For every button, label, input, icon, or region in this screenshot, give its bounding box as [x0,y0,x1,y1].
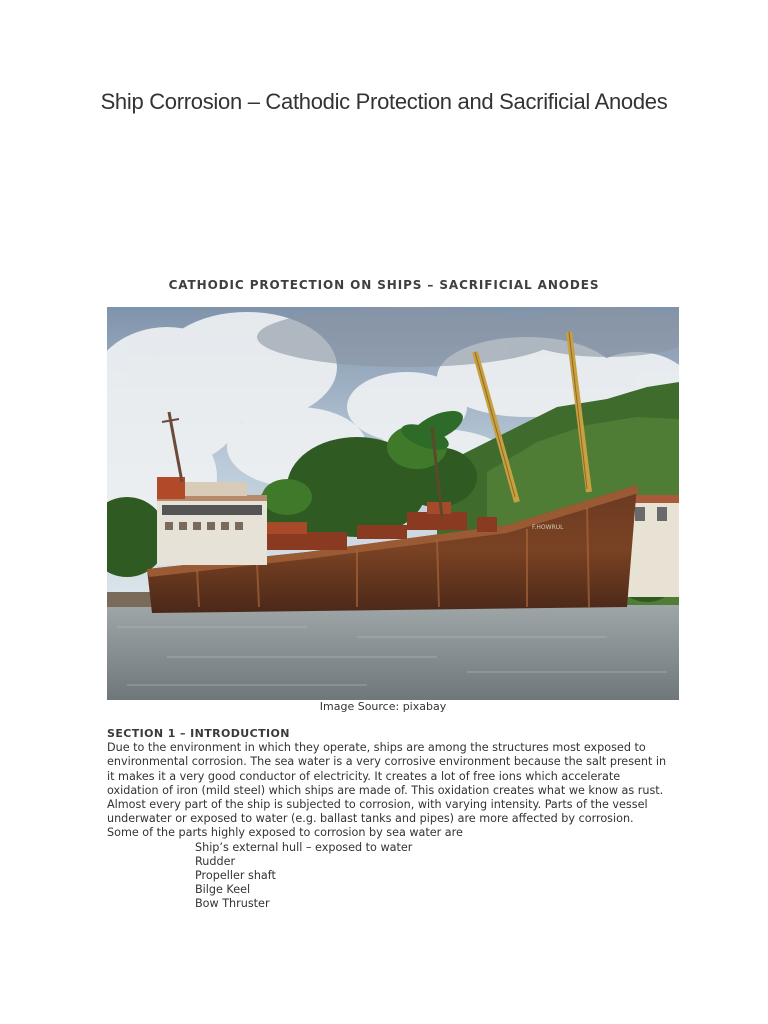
image-caption: Image Source: pixabay [319,700,447,713]
list-item: Bow Thruster [195,897,270,911]
list-item: Rudder [195,854,236,868]
ship-name: F.HOWRUL [532,524,564,531]
list-item: Propeller shaft [195,869,276,883]
list-item: Ship’s external hull – exposed to water [195,840,413,854]
intro-paragraph-2: Almost every part of the ship is subjected to corrosion, with varying intensity. Parts of the vessel underwater or exposed to water (e.g. ballast tanks and pipes) are more affected by corrosion. Some of the parts highly exposed to corrosion by sea water are [107,798,648,840]
intro-paragraph-1: Due to the environment in which they operate, ships are among the structures most exposed to environmental corrosion. The sea water is a very corrosive environment because the salt present in it makes it a very good conductor of electricity. It creates a lot of free ions which accelerate oxidation of iron (mild steel) which ships are made of. This oxidation creates what we know as rust. [107,741,667,797]
rusty-ship-photo [107,307,679,700]
list-item: Bilge Keel [195,883,251,897]
section-heading: CATHODIC PROTECTION ON SHIPS – SACRIFICIAL ANODES [168,278,600,292]
section-1-heading: SECTION 1 – INTRODUCTION [107,727,290,740]
water [107,605,679,700]
section-1 [107,727,667,912]
document-title: Ship Corrosion – Cathodic Protection and Sacrificial Anodes [100,89,668,114]
corrosion-parts-list [107,841,667,912]
